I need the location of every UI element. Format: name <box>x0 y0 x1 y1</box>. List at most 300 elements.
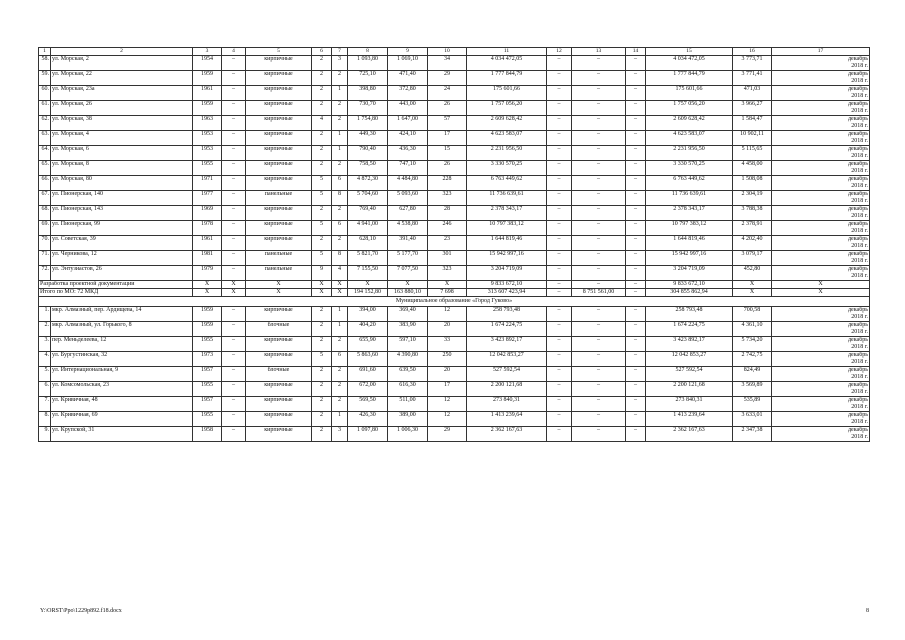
living-area-cell: 4 538,80 <box>388 221 428 236</box>
total-cost-cell: 1 413 239,64 <box>467 412 547 427</box>
col12-cell: – <box>547 131 572 146</box>
table-row <box>39 337 870 352</box>
col14-cell: – <box>626 71 646 86</box>
residents-cell: 26 <box>428 161 467 176</box>
total-row <box>39 289 870 297</box>
col13-cell: – <box>572 191 626 206</box>
wall-material-cell: кирпичные <box>246 221 312 236</box>
deadline-month: декабрь <box>848 176 868 182</box>
col14-cell: – <box>626 322 646 337</box>
entrances-cell: 1 <box>332 131 348 146</box>
total-area-cell: 672,00 <box>348 382 388 397</box>
register-table-wrapper <box>38 47 869 442</box>
entrances-cell: 2 <box>332 71 348 86</box>
row-number: 70. <box>39 236 51 251</box>
column-number-cell: 14 <box>626 48 646 56</box>
deadline-month: декабрь <box>848 382 868 388</box>
total-area-cell: 4 872,30 <box>348 176 388 191</box>
deadline-cell <box>772 307 870 322</box>
owners-cost-cell: 2 362 167,63 <box>646 427 733 442</box>
entrances-cell: 4 <box>332 266 348 281</box>
col12-cell: – <box>547 412 572 427</box>
total-cost-cell: 1 757 056,20 <box>467 101 547 116</box>
col14-cell: – <box>626 176 646 191</box>
wall-material-cell: кирпичные <box>246 161 312 176</box>
col14-cell: – <box>626 352 646 367</box>
col14-cell: – <box>626 236 646 251</box>
unit-cost-cell: 4 361,10 <box>733 322 772 337</box>
col4-cell: – <box>222 116 246 131</box>
table-row <box>39 367 870 382</box>
deadline-month: декабрь <box>848 337 868 343</box>
floors-cell: 2 <box>312 412 332 427</box>
owners-cost-cell: 4 034 472,05 <box>646 56 733 71</box>
wall-material-cell: блочные <box>246 322 312 337</box>
year-cell: 1979 <box>193 266 222 281</box>
deadline-cell <box>772 101 870 116</box>
year-cell: 1955 <box>193 161 222 176</box>
col13-cell: – <box>572 382 626 397</box>
year-cell: 1958 <box>193 427 222 442</box>
col14-cell: – <box>626 131 646 146</box>
owners-cost-cell: 1 757 056,20 <box>646 101 733 116</box>
year-cell: 1981 <box>193 251 222 266</box>
table-row <box>39 176 870 191</box>
table-row <box>39 161 870 176</box>
col12-cell: – <box>547 176 572 191</box>
summary-cell: – <box>572 281 626 289</box>
total-cost-cell: 273 840,31 <box>467 397 547 412</box>
deadline-cell <box>772 367 870 382</box>
col14-cell: – <box>626 266 646 281</box>
summary-cell: 304 855 862,94 <box>646 289 733 297</box>
summary-cell: – <box>547 289 572 297</box>
unit-cost-cell: 452,80 <box>733 266 772 281</box>
total-area-cell: 725,10 <box>348 71 388 86</box>
year-cell: 1971 <box>193 176 222 191</box>
summary-cell: 8 751 561,00 <box>572 289 626 297</box>
floors-cell: 2 <box>312 71 332 86</box>
col13-cell: – <box>572 322 626 337</box>
summary-cell: X <box>312 289 332 297</box>
column-number-cell: 5 <box>246 48 312 56</box>
unit-cost-cell: 3 966,27 <box>733 101 772 116</box>
address-cell: ул. Морская, 6 <box>51 146 193 161</box>
address-cell: ул. Черникова, 12 <box>51 251 193 266</box>
deadline-month: декабрь <box>848 427 868 433</box>
entrances-cell: 1 <box>332 86 348 101</box>
entrances-cell: 2 <box>332 236 348 251</box>
summary-cell: 9 833 672,10 <box>646 281 733 289</box>
deadline-year: 2018 г. <box>851 227 868 234</box>
summary-cell: X <box>246 289 312 297</box>
summary-cell: 7 698 <box>428 289 467 297</box>
table-row <box>39 322 870 337</box>
wall-material-cell: блочные <box>246 367 312 382</box>
floors-cell: 2 <box>312 337 332 352</box>
unit-cost-cell: 4 202,40 <box>733 236 772 251</box>
deadline-cell <box>772 236 870 251</box>
residents-cell: 12 <box>428 397 467 412</box>
deadline-year: 2018 г. <box>851 343 868 350</box>
wall-material-cell: кирпичные <box>246 382 312 397</box>
col14-cell: – <box>626 337 646 352</box>
deadline-month: декабрь <box>848 56 868 62</box>
address-cell: ул. Кривичная, 48 <box>51 397 193 412</box>
col12-cell: – <box>547 382 572 397</box>
entrances-cell: 2 <box>332 116 348 131</box>
living-area-cell: 627,80 <box>388 206 428 221</box>
unit-cost-cell: 5 734,20 <box>733 337 772 352</box>
wall-material-cell: кирпичные <box>246 131 312 146</box>
table-row <box>39 191 870 206</box>
living-area-cell: 1 647,00 <box>388 116 428 131</box>
address-cell: ул. Морская, 80 <box>51 176 193 191</box>
living-area-cell: 443,00 <box>388 101 428 116</box>
residents-cell: 12 <box>428 412 467 427</box>
deadline-month: декабрь <box>848 221 868 227</box>
deadline-year: 2018 г. <box>851 242 868 249</box>
address-cell: ул. Морская, 38 <box>51 116 193 131</box>
deadline-year: 2018 г. <box>851 313 868 320</box>
table-row <box>39 71 870 86</box>
register-table <box>38 47 870 442</box>
table-row <box>39 427 870 442</box>
summary-cell: X <box>332 281 348 289</box>
deadline-month: декабрь <box>848 101 868 107</box>
residents-cell: 301 <box>428 251 467 266</box>
column-number-cell: 16 <box>733 48 772 56</box>
living-area-cell: 4 390,80 <box>388 352 428 367</box>
deadline-cell <box>772 427 870 442</box>
residents-cell: 323 <box>428 266 467 281</box>
total-cost-cell: 3 423 892,17 <box>467 337 547 352</box>
row-number: 66. <box>39 176 51 191</box>
row-number: 65. <box>39 161 51 176</box>
col14-cell: – <box>626 307 646 322</box>
deadline-month: декабрь <box>848 86 868 92</box>
section-title: Муниципальное образование «Город Гуково» <box>39 297 870 307</box>
residents-cell: 323 <box>428 191 467 206</box>
floors-cell: 4 <box>312 116 332 131</box>
total-cost-cell: 6 763 449,62 <box>467 176 547 191</box>
column-number-cell: 9 <box>388 48 428 56</box>
deadline-year: 2018 г. <box>851 92 868 99</box>
total-cost-cell: 1 777 844,79 <box>467 71 547 86</box>
summary-cell: – <box>547 281 572 289</box>
col14-cell: – <box>626 161 646 176</box>
total-cost-cell: 527 592,54 <box>467 367 547 382</box>
col4-cell: – <box>222 251 246 266</box>
deadline-cell <box>772 56 870 71</box>
total-area-cell: 1 093,80 <box>348 56 388 71</box>
table-row <box>39 56 870 71</box>
col4-cell: – <box>222 161 246 176</box>
residents-cell: 250 <box>428 352 467 367</box>
entrances-cell: 3 <box>332 427 348 442</box>
table-row <box>39 236 870 251</box>
year-cell: 1957 <box>193 397 222 412</box>
summary-cell: X <box>772 281 870 289</box>
owners-cost-cell: 2 200 121,68 <box>646 382 733 397</box>
address-cell: ул. Комсомольская, 23 <box>51 382 193 397</box>
address-cell: ул. Энтузиастов, 26 <box>51 266 193 281</box>
deadline-month: декабрь <box>848 397 868 403</box>
col4-cell: – <box>222 367 246 382</box>
table-row <box>39 382 870 397</box>
wall-material-cell: кирпичные <box>246 397 312 412</box>
deadline-cell <box>772 337 870 352</box>
year-cell: 1954 <box>193 56 222 71</box>
total-area-cell: 5 821,70 <box>348 251 388 266</box>
wall-material-cell: кирпичные <box>246 71 312 86</box>
deadline-cell <box>772 382 870 397</box>
column-number-cell: 3 <box>193 48 222 56</box>
wall-material-cell: кирпичные <box>246 146 312 161</box>
deadline-cell <box>772 146 870 161</box>
address-cell: ул. Морская, 4 <box>51 131 193 146</box>
col13-cell: – <box>572 352 626 367</box>
deadline-year: 2018 г. <box>851 77 868 84</box>
deadline-month: декабрь <box>848 251 868 257</box>
column-number-cell: 15 <box>646 48 733 56</box>
owners-cost-cell: 3 330 570,25 <box>646 161 733 176</box>
deadline-year: 2018 г. <box>851 358 868 365</box>
wall-material-cell: панельные <box>246 266 312 281</box>
total-cost-cell: 4 623 583,07 <box>467 131 547 146</box>
col13-cell: – <box>572 266 626 281</box>
deadline-cell <box>772 397 870 412</box>
address-cell: ул. Крупской, 31 <box>51 427 193 442</box>
deadline-year: 2018 г. <box>851 418 868 425</box>
year-cell: 1959 <box>193 101 222 116</box>
col13-cell: – <box>572 146 626 161</box>
row-number: 63. <box>39 131 51 146</box>
table-row <box>39 251 870 266</box>
summary-cell: X <box>312 281 332 289</box>
col12-cell: – <box>547 101 572 116</box>
summary-cell: 9 833 672,10 <box>467 281 547 289</box>
table-row <box>39 307 870 322</box>
total-cost-cell: 15 942 997,16 <box>467 251 547 266</box>
owners-cost-cell: 1 777 844,79 <box>646 71 733 86</box>
col14-cell: – <box>626 382 646 397</box>
deadline-cell <box>772 176 870 191</box>
residents-cell: 23 <box>428 236 467 251</box>
deadline-year: 2018 г. <box>851 403 868 410</box>
col12-cell: – <box>547 116 572 131</box>
unit-cost-cell: 3 079,17 <box>733 251 772 266</box>
residents-cell: 29 <box>428 71 467 86</box>
deadline-month: декабрь <box>848 307 868 313</box>
floors-cell: 2 <box>312 427 332 442</box>
col4-cell: – <box>222 307 246 322</box>
deadline-month: декабрь <box>848 116 868 122</box>
deadline-month: декабрь <box>848 191 868 197</box>
entrances-cell: 2 <box>332 367 348 382</box>
total-cost-cell: 2 231 956,50 <box>467 146 547 161</box>
residents-cell: 20 <box>428 367 467 382</box>
unit-cost-cell: 5 115,65 <box>733 146 772 161</box>
deadline-year: 2018 г. <box>851 107 868 114</box>
residents-cell: 17 <box>428 131 467 146</box>
entrances-cell: 2 <box>332 382 348 397</box>
living-area-cell: 1 069,10 <box>388 56 428 71</box>
deadline-month: декабрь <box>848 71 868 77</box>
col4-cell: – <box>222 266 246 281</box>
address-cell: ул. Пионерская, 140 <box>51 191 193 206</box>
floors-cell: 2 <box>312 206 332 221</box>
owners-cost-cell: 1 644 819,46 <box>646 236 733 251</box>
deadline-cell <box>772 352 870 367</box>
deadline-month: декабрь <box>848 367 868 373</box>
entrances-cell: 1 <box>332 412 348 427</box>
living-area-cell: 616,30 <box>388 382 428 397</box>
column-number-row <box>39 48 870 56</box>
residents-cell: 17 <box>428 382 467 397</box>
deadline-year: 2018 г. <box>851 182 868 189</box>
row-number: 3. <box>39 337 51 352</box>
wall-material-cell: кирпичные <box>246 427 312 442</box>
deadline-year: 2018 г. <box>851 328 868 335</box>
living-area-cell: 391,40 <box>388 236 428 251</box>
wall-material-cell: кирпичные <box>246 101 312 116</box>
total-cost-cell: 175 601,66 <box>467 86 547 101</box>
summary-cell: – <box>626 281 646 289</box>
entrances-cell: 6 <box>332 352 348 367</box>
col13-cell: – <box>572 307 626 322</box>
total-cost-cell: 2 609 628,42 <box>467 116 547 131</box>
address-cell: мкр. Алмазный, ул. Горького, 8 <box>51 322 193 337</box>
entrances-cell: 2 <box>332 397 348 412</box>
owners-cost-cell: 1 674 224,75 <box>646 322 733 337</box>
summary-cell: X <box>733 281 772 289</box>
living-area-cell: 511,00 <box>388 397 428 412</box>
design-docs-row <box>39 281 870 289</box>
address-cell: ул. Бургустинская, 32 <box>51 352 193 367</box>
col4-cell: – <box>222 236 246 251</box>
floors-cell: 2 <box>312 56 332 71</box>
total-area-cell: 769,40 <box>348 206 388 221</box>
residents-cell: 33 <box>428 337 467 352</box>
total-area-cell: 426,30 <box>348 412 388 427</box>
wall-material-cell: кирпичные <box>246 86 312 101</box>
living-area-cell: 369,40 <box>388 307 428 322</box>
summary-cell: X <box>193 289 222 297</box>
col13-cell: – <box>572 221 626 236</box>
footer-file-path: Y:\ORST\Ppo\1229p892.f18.docx <box>40 608 122 614</box>
deadline-cell <box>772 412 870 427</box>
living-area-cell: 1 006,30 <box>388 427 428 442</box>
table-row <box>39 101 870 116</box>
unit-cost-cell: 3 771,41 <box>733 71 772 86</box>
col13-cell: – <box>572 397 626 412</box>
col14-cell: – <box>626 191 646 206</box>
address-cell: пер. Меньделеева, 12 <box>51 337 193 352</box>
row-number: 62. <box>39 116 51 131</box>
owners-cost-cell: 527 592,54 <box>646 367 733 382</box>
deadline-year: 2018 г. <box>851 152 868 159</box>
year-cell: 1973 <box>193 352 222 367</box>
total-cost-cell: 258 793,48 <box>467 307 547 322</box>
row-number: 5. <box>39 367 51 382</box>
col4-cell: – <box>222 352 246 367</box>
col14-cell: – <box>626 221 646 236</box>
summary-cell: 313 607 423,94 <box>467 289 547 297</box>
col4-cell: – <box>222 322 246 337</box>
residents-cell: 57 <box>428 116 467 131</box>
entrances-cell: 8 <box>332 191 348 206</box>
wall-material-cell: кирпичные <box>246 352 312 367</box>
address-cell: ул. Морская, 2 <box>51 56 193 71</box>
deadline-cell <box>772 116 870 131</box>
year-cell: 1961 <box>193 236 222 251</box>
floors-cell: 2 <box>312 382 332 397</box>
total-cost-cell: 2 378 343,17 <box>467 206 547 221</box>
row-number: 7. <box>39 397 51 412</box>
deadline-cell <box>772 322 870 337</box>
deadline-year: 2018 г. <box>851 388 868 395</box>
unit-cost-cell: 2 742,75 <box>733 352 772 367</box>
col14-cell: – <box>626 86 646 101</box>
column-number-cell: 10 <box>428 48 467 56</box>
entrances-cell: 1 <box>332 307 348 322</box>
col12-cell: – <box>547 221 572 236</box>
deadline-month: декабрь <box>848 412 868 418</box>
total-area-cell: 404,20 <box>348 322 388 337</box>
total-area-cell: 790,40 <box>348 146 388 161</box>
wall-material-cell: кирпичные <box>246 206 312 221</box>
summary-cell: X <box>348 281 388 289</box>
row-number: 1. <box>39 307 51 322</box>
col13-cell: – <box>572 56 626 71</box>
summary-cell: 194 152,80 <box>348 289 388 297</box>
col12-cell: – <box>547 236 572 251</box>
col13-cell: – <box>572 206 626 221</box>
col4-cell: – <box>222 382 246 397</box>
row-number: 58. <box>39 56 51 71</box>
total-area-cell: 4 941,00 <box>348 221 388 236</box>
unit-cost-cell: 535,89 <box>733 397 772 412</box>
year-cell: 1959 <box>193 71 222 86</box>
deadline-year: 2018 г. <box>851 433 868 440</box>
col13-cell: – <box>572 337 626 352</box>
col12-cell: – <box>547 56 572 71</box>
deadline-month: декабрь <box>848 146 868 152</box>
col13-cell: – <box>572 161 626 176</box>
col4-cell: – <box>222 221 246 236</box>
owners-cost-cell: 10 797 383,12 <box>646 221 733 236</box>
floors-cell: 5 <box>312 221 332 236</box>
deadline-year: 2018 г. <box>851 373 868 380</box>
deadline-year: 2018 г. <box>851 212 868 219</box>
total-area-cell: 449,30 <box>348 131 388 146</box>
owners-cost-cell: 175 601,66 <box>646 86 733 101</box>
col12-cell: – <box>547 161 572 176</box>
wall-material-cell: кирпичные <box>246 116 312 131</box>
deadline-month: декабрь <box>848 266 868 272</box>
entrances-cell: 2 <box>332 101 348 116</box>
summary-cell: X <box>222 289 246 297</box>
column-number-cell: 7 <box>332 48 348 56</box>
total-area-cell: 628,10 <box>348 236 388 251</box>
col14-cell: – <box>626 116 646 131</box>
floors-cell: 2 <box>312 161 332 176</box>
total-area-cell: 758,50 <box>348 161 388 176</box>
deadline-month: декабрь <box>848 322 868 328</box>
total-area-cell: 655,90 <box>348 337 388 352</box>
living-area-cell: 4 484,80 <box>388 176 428 191</box>
